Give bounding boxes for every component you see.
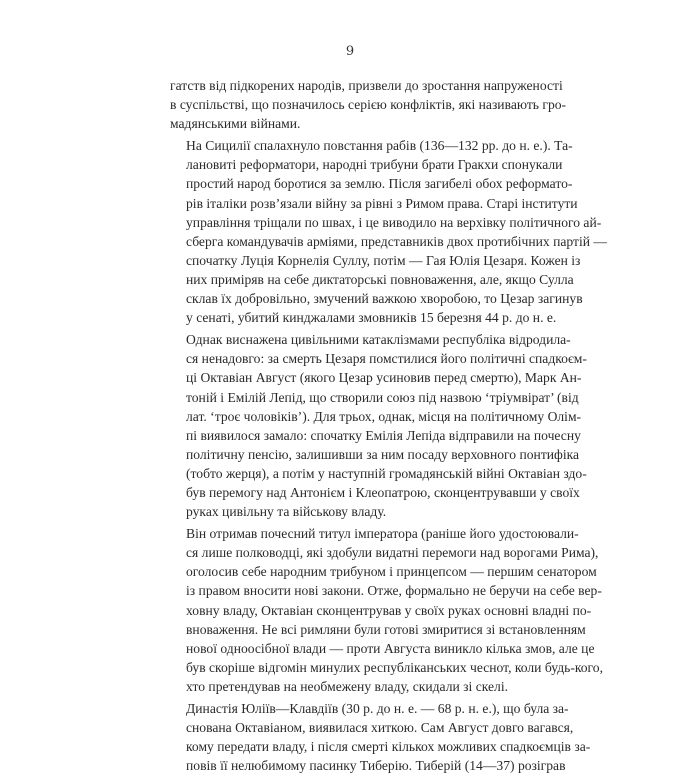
text-line: лат. ‘троє чоловіків’). Для трьох, однак, місця на політичному Олім- xyxy=(186,408,582,424)
text-line: склав їх добровільно, змучений важкою хворобою, то Цезар загинув xyxy=(186,291,583,307)
text-line: спочатку Луція Корнелія Суллу, потім — Гая Юлія Цезаря. Кожен із xyxy=(186,252,581,268)
text-line: На Сицилії спалахнуло повстання рабів (136—132 рр. до н. е.). Та- xyxy=(186,138,573,154)
paragraph xyxy=(170,76,567,133)
text-line: кому передати владу, і після смерті кількох можливих спадкоємців за- xyxy=(186,739,591,755)
text-line: сберга командувачів арміями, представників двох протибічних партій — xyxy=(186,233,608,249)
text-line: простий народ боротися за землю. Після загибелі обох реформато- xyxy=(186,176,573,192)
text-line: снована Октавіаном, виявилася хиткою. Сам Август довго вагався, xyxy=(186,720,574,736)
text-line: був перемогу над Антонієм і Клеопатрою, сконцентрувавши у своїх xyxy=(186,484,580,500)
text-line: управління тріщали по швах, і це виводило на верхівку політичного ай- xyxy=(186,214,602,230)
text-line: гатств від підкорених народів, призвели до зростання напруженості xyxy=(170,78,563,93)
text-line: Династія Юліїв—Клавдіїв (30 р. до н. е. — 68 р. н. е.), що була за- xyxy=(186,701,569,716)
text-line: хто претендував на необмежену владу, скидали зі скелі. xyxy=(186,678,509,694)
text-line: нової одноосібної влади — проти Августа виникло кілька змов, але це xyxy=(186,640,595,656)
text-line: руках цивільну та військову владу. xyxy=(186,504,387,520)
paragraph xyxy=(170,136,608,327)
text-line: Однак виснажена цивільними катаклізмами республіка відродила- xyxy=(186,332,571,348)
text-line: в суспільстві, що позначилось серією конфліктів, які називають гро- xyxy=(170,97,567,113)
text-line: (тобто жерця), а потім у наступній громадянській війні Октавіан здо- xyxy=(186,465,587,481)
text-line: був скоріше відгомін минулих республіканських чеснот, коли будь-кого, xyxy=(186,659,603,675)
paragraph xyxy=(170,699,591,775)
text-line: вноваження. Не всі римляни були готові змиритися зі встановленням xyxy=(186,621,586,637)
paragraph xyxy=(170,524,603,696)
text-line: тоній і Емілій Лепід, що створили союз під назвою ‘тріумвірат’ (від xyxy=(186,389,579,405)
text-line: них приміряв на себе диктаторські повноваження, але, якщо Сулла xyxy=(186,271,574,287)
text-line: лановиті реформатори, народні трибуни брати Гракхи спонукали xyxy=(186,157,563,173)
text-line: пі виявилося замало: спочатку Емілія Лепіда відправили на почесну xyxy=(186,427,581,443)
text-line: із правом вносити нові закони. Отже, формально не беручи на себе вер- xyxy=(186,583,602,599)
text-line: ся ненадовго: за смерть Цезаря помстилися його політичні спадкоєм- xyxy=(186,351,587,367)
text-line: політичну пенсію, залишивши за ним посаду верховного понтифіка xyxy=(186,446,580,462)
text-line: у сенаті, убитий кинджалами змовників 15 березня 44 р. до н. е. xyxy=(186,310,557,326)
text-line: Він отримав почесний титул імператора (раніше його удостоювали- xyxy=(186,526,579,542)
text-line: ці Октавіан Август (якого Цезар усиновив перед смертю), Марк Ан- xyxy=(186,370,582,386)
text-line: повів її нелюбимому пасинку Тиберію. Тиберій (14—37) розіграв xyxy=(186,758,566,774)
text-line: оголосив себе народним трибуном і принцепсом — першим сенатором xyxy=(186,564,597,580)
text-line: ховну владу, Октавіан сконцентрував у своїх руках основні владні по- xyxy=(186,602,592,618)
text-line: мадянськими війнами. xyxy=(170,116,301,132)
page-number: 9 xyxy=(345,44,355,59)
text-line: ся лише полководці, які здобули видатні перемоги над ворогами Рима), xyxy=(186,545,599,561)
body-text xyxy=(170,76,608,778)
paragraph xyxy=(170,330,587,521)
text-line: рів італіки розв’язали війну за рівні з Римом права. Старі інститути xyxy=(186,195,578,211)
